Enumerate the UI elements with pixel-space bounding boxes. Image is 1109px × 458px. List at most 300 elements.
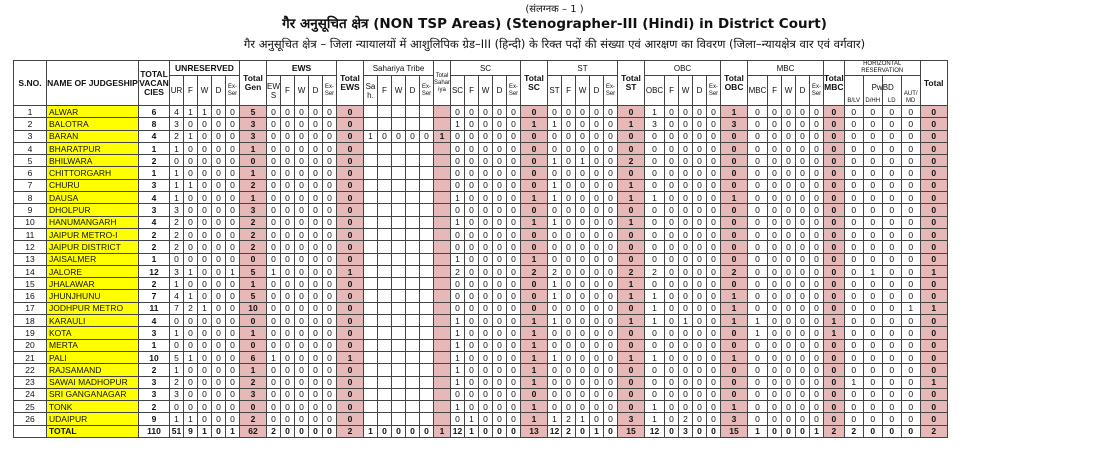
pwbd-cell: 0	[863, 302, 882, 314]
mbc-cell: 0	[768, 228, 782, 240]
total-mbc-cell: 0	[824, 142, 845, 154]
pwbd-cell: 0	[882, 278, 901, 290]
obc-cell: 0	[665, 228, 679, 240]
table-row	[14, 413, 948, 425]
total-mbc-cell: 1	[824, 315, 845, 327]
st-cell: 0	[590, 253, 604, 265]
ews-cell: 0	[309, 364, 323, 376]
total-ews-cell: 0	[337, 339, 364, 351]
st-cell: 0	[562, 376, 576, 388]
group-horizontal: HORIZONTAL RESERVATION	[844, 61, 920, 76]
total-sc-cell: 0	[521, 167, 548, 179]
mbc-cell: 0	[748, 241, 768, 253]
sub-obc-0: OBC	[645, 76, 665, 106]
total-row	[14, 425, 948, 437]
sc-cell: 0	[507, 253, 521, 265]
sc-cell: 0	[507, 388, 521, 400]
total-obc-cell: 0	[721, 167, 748, 179]
sc-cell: 0	[507, 290, 521, 302]
ews-cell: 0	[323, 278, 337, 290]
pwbd-cell: 1	[844, 376, 863, 388]
sc-cell: 0	[479, 216, 493, 228]
pwbd-cell: 0	[844, 167, 863, 179]
total-ews-cell: 0	[337, 315, 364, 327]
ews-cell: 0	[309, 118, 323, 130]
ews-cell: 0	[295, 376, 309, 388]
ur-cell: 0	[212, 401, 226, 413]
ur-cell: 0	[226, 241, 240, 253]
mbc-cell: 0	[810, 278, 824, 290]
sc-cell: 0	[465, 155, 479, 167]
vacancies-cell: 4	[139, 216, 170, 228]
ews-cell: 0	[267, 192, 281, 204]
st-cell: 1	[548, 290, 562, 302]
st-cell: 0	[590, 118, 604, 130]
ews-cell: 0	[295, 155, 309, 167]
total-obc-cell: 0	[721, 339, 748, 351]
judgeship-name: SRI GANGANAGAR	[47, 388, 139, 400]
sno-cell: 25	[14, 401, 47, 413]
mbc-cell: 0	[748, 376, 768, 388]
sah-cell	[420, 192, 434, 204]
table-row	[14, 302, 948, 314]
sah-cell	[420, 388, 434, 400]
sah-cell	[392, 216, 406, 228]
table-row	[14, 130, 948, 142]
st-cell: 0	[590, 302, 604, 314]
ur-cell: 1	[170, 192, 184, 204]
ews-cell: 0	[295, 315, 309, 327]
st-cell: 1	[548, 351, 562, 363]
judgeship-name: CHITTORGARH	[47, 167, 139, 179]
total-sc-cell: 1	[521, 364, 548, 376]
total-st-cell: 0	[618, 241, 645, 253]
obc-cell: 0	[645, 376, 665, 388]
obc-cell: 1	[645, 413, 665, 425]
table-row	[14, 228, 948, 240]
st-cell: 0	[604, 315, 618, 327]
sno-cell: 22	[14, 364, 47, 376]
mbc-cell: 0	[796, 290, 810, 302]
st-cell: 0	[590, 130, 604, 142]
sno-cell: 2	[14, 118, 47, 130]
sah-cell	[406, 290, 420, 302]
obc-cell: 0	[679, 302, 693, 314]
sub-sc-1: F	[465, 76, 479, 106]
vacancies-cell: 3	[139, 376, 170, 388]
sah-cell	[392, 376, 406, 388]
ur-cell: 0	[212, 388, 226, 400]
sno-cell: 10	[14, 216, 47, 228]
sc-cell: 0	[507, 155, 521, 167]
total-st-cell: 0	[618, 327, 645, 339]
ews-cell: 0	[323, 241, 337, 253]
sc-cell: 0	[465, 339, 479, 351]
total-sahariya-cell	[434, 376, 451, 388]
total-obc-cell: 0	[721, 179, 748, 191]
obc-cell: 0	[679, 118, 693, 130]
total-ews-cell: 1	[337, 351, 364, 363]
sc-cell: 0	[465, 376, 479, 388]
st-cell: 0	[576, 339, 590, 351]
ur-cell: 0	[212, 278, 226, 290]
sah-cell: 0	[420, 425, 434, 437]
total-sahariya-cell	[434, 118, 451, 130]
pwbd-cell: 0	[901, 278, 920, 290]
total-obc-cell: 1	[721, 192, 748, 204]
total-sc-cell: 1	[521, 327, 548, 339]
pwbd-cell: 0	[863, 142, 882, 154]
st-cell: 0	[548, 142, 562, 154]
obc-cell: 0	[665, 179, 679, 191]
ews-cell: 0	[267, 241, 281, 253]
total-ews-cell: 0	[337, 167, 364, 179]
mbc-cell: 0	[782, 106, 796, 118]
st-cell: 0	[562, 118, 576, 130]
st-cell: 0	[576, 376, 590, 388]
total-st-cell: 0	[618, 106, 645, 118]
ews-cell: 0	[309, 253, 323, 265]
grand-total-cell: 0	[920, 290, 947, 302]
obc-cell: 0	[665, 155, 679, 167]
ews-cell: 0	[295, 228, 309, 240]
obc-cell: 0	[707, 290, 721, 302]
total-gen-cell: 0	[240, 315, 267, 327]
mbc-cell: 0	[748, 401, 768, 413]
ews-cell: 0	[281, 167, 295, 179]
obc-cell: 0	[679, 265, 693, 277]
sah-cell	[378, 228, 392, 240]
sc-cell: 0	[479, 315, 493, 327]
sc-cell: 0	[479, 241, 493, 253]
obc-cell: 0	[665, 216, 679, 228]
ews-cell: 0	[309, 290, 323, 302]
judgeship-name: TOTAL	[47, 425, 139, 437]
sah-cell	[406, 253, 420, 265]
total-sc-cell: 0	[521, 302, 548, 314]
st-cell: 0	[590, 228, 604, 240]
sc-cell: 1	[451, 376, 465, 388]
total-gen-cell: 2	[240, 376, 267, 388]
sub-ur-1: F	[184, 76, 198, 106]
pwbd-cell: 0	[844, 339, 863, 351]
sc-cell: 1	[451, 315, 465, 327]
grand-total-cell: 0	[920, 351, 947, 363]
pwbd-cell: 0	[844, 216, 863, 228]
sc-cell: 0	[493, 364, 507, 376]
mbc-cell: 0	[768, 142, 782, 154]
ews-cell: 0	[295, 425, 309, 437]
total-sc-cell: 0	[521, 130, 548, 142]
sc-cell: 0	[507, 413, 521, 425]
ur-cell: 0	[198, 155, 212, 167]
sah-cell	[392, 204, 406, 216]
sc-cell: 0	[493, 130, 507, 142]
sah-cell	[392, 351, 406, 363]
sno-cell: 3	[14, 130, 47, 142]
mbc-cell: 0	[748, 167, 768, 179]
ews-cell: 0	[309, 265, 323, 277]
obc-cell: 0	[679, 339, 693, 351]
sah-cell	[420, 401, 434, 413]
sah-cell	[420, 290, 434, 302]
ur-cell: 0	[198, 118, 212, 130]
ews-cell: 0	[309, 216, 323, 228]
pwbd-cell: 0	[882, 401, 901, 413]
sc-cell: 1	[451, 351, 465, 363]
sc-cell: 0	[465, 204, 479, 216]
st-cell: 0	[576, 106, 590, 118]
pwbd-cell: 0	[844, 106, 863, 118]
vacancies-cell: 2	[139, 155, 170, 167]
total-gen-cell: 0	[240, 339, 267, 351]
grand-total-cell: 0	[920, 241, 947, 253]
sc-cell: 0	[507, 204, 521, 216]
total-st-cell: 1	[618, 192, 645, 204]
st-cell: 0	[562, 192, 576, 204]
sno-cell: 1	[14, 106, 47, 118]
ews-cell: 0	[323, 413, 337, 425]
total-sahariya-cell	[434, 302, 451, 314]
st-cell: 0	[604, 142, 618, 154]
st-cell: 0	[576, 302, 590, 314]
sub-obc-3: D	[693, 76, 707, 106]
obc-cell: 0	[645, 241, 665, 253]
vacancies-cell: 2	[139, 401, 170, 413]
mbc-cell: 0	[768, 315, 782, 327]
sub-mbc-4: Ex-Ser	[810, 76, 824, 106]
total-gen-cell: 2	[240, 241, 267, 253]
sub-obc-4: Ex-Ser	[707, 76, 721, 106]
ews-cell: 0	[309, 130, 323, 142]
sno-cell: 12	[14, 241, 47, 253]
ews-cell: 0	[295, 364, 309, 376]
pwbd-cell: 0	[844, 142, 863, 154]
st-cell: 1	[590, 425, 604, 437]
table-row	[14, 106, 948, 118]
ews-cell: 0	[267, 315, 281, 327]
total-gen-cell: 62	[240, 425, 267, 437]
ur-cell: 1	[198, 425, 212, 437]
total-sc-cell: 0	[521, 388, 548, 400]
judgeship-name: JODHPUR METRO	[47, 302, 139, 314]
table-row	[14, 192, 948, 204]
total-mbc-cell: 0	[824, 167, 845, 179]
ews-cell: 0	[267, 228, 281, 240]
sc-cell: 0	[507, 118, 521, 130]
vacancies-cell: 8	[139, 118, 170, 130]
mbc-cell: 0	[796, 425, 810, 437]
st-cell: 1	[548, 278, 562, 290]
grand-total-cell: 2	[920, 425, 947, 437]
mbc-cell: 0	[782, 179, 796, 191]
obc-cell: 0	[693, 130, 707, 142]
st-cell: 0	[548, 130, 562, 142]
mbc-cell: 0	[810, 265, 824, 277]
total-sc-cell: 1	[521, 351, 548, 363]
total-ews-cell: 0	[337, 364, 364, 376]
sah-cell	[364, 302, 378, 314]
mbc-cell: 0	[810, 106, 824, 118]
sah-cell	[378, 339, 392, 351]
obc-cell: 0	[707, 142, 721, 154]
ews-cell: 2	[267, 425, 281, 437]
obc-cell: 0	[693, 425, 707, 437]
sah-cell	[420, 142, 434, 154]
ur-cell: 0	[226, 179, 240, 191]
sc-cell: 0	[451, 179, 465, 191]
obc-cell: 0	[645, 167, 665, 179]
obc-cell: 0	[707, 351, 721, 363]
obc-cell: 0	[679, 179, 693, 191]
table-row	[14, 376, 948, 388]
st-cell: 0	[604, 192, 618, 204]
sah-cell	[378, 167, 392, 179]
sno-cell: 20	[14, 339, 47, 351]
mbc-cell: 0	[768, 351, 782, 363]
obc-cell: 0	[645, 253, 665, 265]
st-cell: 0	[562, 327, 576, 339]
sc-cell: 0	[465, 216, 479, 228]
sub-sc-4: Ex-Ser	[507, 76, 521, 106]
obc-cell: 0	[693, 106, 707, 118]
judgeship-name: UDAIPUR	[47, 413, 139, 425]
ews-cell: 0	[295, 106, 309, 118]
pwbd-cell: 0	[863, 413, 882, 425]
mbc-cell: 0	[810, 364, 824, 376]
obc-cell: 0	[679, 216, 693, 228]
vacancies-cell: 1	[139, 253, 170, 265]
sc-cell: 0	[451, 290, 465, 302]
ur-cell: 0	[198, 142, 212, 154]
pwbd-cell: 0	[901, 130, 920, 142]
st-cell: 0	[604, 106, 618, 118]
total-st-cell: 1	[618, 179, 645, 191]
sub-sc-3: D	[493, 76, 507, 106]
total-obc-cell: 3	[721, 118, 748, 130]
total-sc-cell: 1	[521, 339, 548, 351]
ews-cell: 0	[267, 401, 281, 413]
mbc-cell: 0	[782, 351, 796, 363]
st-cell: 12	[548, 425, 562, 437]
ews-cell: 0	[295, 388, 309, 400]
ur-cell: 2	[170, 130, 184, 142]
sah-cell	[378, 155, 392, 167]
sc-cell: 0	[479, 425, 493, 437]
ews-cell: 0	[323, 401, 337, 413]
st-cell: 2	[562, 413, 576, 425]
sc-cell: 0	[493, 351, 507, 363]
pwbd-cell: 2	[844, 425, 863, 437]
ews-cell: 0	[281, 315, 295, 327]
st-cell: 0	[590, 179, 604, 191]
grand-total-cell: 1	[920, 265, 947, 277]
sc-cell: 1	[465, 413, 479, 425]
total-st-cell: 0	[618, 167, 645, 179]
sah-cell	[420, 253, 434, 265]
total-sc-cell: 13	[521, 425, 548, 437]
total-mbc-cell: 0	[824, 278, 845, 290]
sub-sah-2: W	[392, 76, 406, 106]
sah-cell	[406, 241, 420, 253]
sah-cell	[420, 167, 434, 179]
pwbd-cell: 0	[901, 106, 920, 118]
ur-cell: 0	[184, 253, 198, 265]
st-cell: 0	[576, 179, 590, 191]
vacancies-cell: 4	[139, 192, 170, 204]
st-cell: 0	[548, 401, 562, 413]
st-cell: 0	[590, 401, 604, 413]
obc-cell: 0	[645, 130, 665, 142]
pwbd-cell: 0	[882, 302, 901, 314]
mbc-cell: 1	[748, 425, 768, 437]
obc-cell: 0	[693, 290, 707, 302]
table-row	[14, 253, 948, 265]
col-total-sc: Total SC	[521, 61, 548, 106]
ur-cell: 1	[170, 364, 184, 376]
pwbd-cell: 0	[844, 290, 863, 302]
sub-ews-0: EW S	[267, 76, 281, 106]
sc-cell: 0	[479, 413, 493, 425]
st-cell: 0	[548, 364, 562, 376]
judgeship-name: BARAN	[47, 130, 139, 142]
sc-cell: 0	[493, 192, 507, 204]
ews-cell: 0	[309, 228, 323, 240]
group-mbc: MBC	[748, 61, 824, 76]
total-ews-cell: 0	[337, 401, 364, 413]
st-cell: 0	[548, 106, 562, 118]
vacancy-table	[13, 60, 948, 438]
sah-cell: 0	[420, 130, 434, 142]
total-mbc-cell: 0	[824, 179, 845, 191]
obc-cell: 0	[707, 327, 721, 339]
total-obc-cell: 2	[721, 265, 748, 277]
sah-cell	[364, 228, 378, 240]
obc-cell: 0	[707, 241, 721, 253]
st-cell: 0	[562, 179, 576, 191]
pwbd-cell: 0	[882, 253, 901, 265]
total-sahariya-cell: 1	[434, 425, 451, 437]
total-obc-cell: 0	[721, 155, 748, 167]
st-cell: 2	[562, 425, 576, 437]
pwbd-cell: 0	[844, 228, 863, 240]
page-subtitle: गैर अनुसूचित क्षेत्र – जिला न्यायालयों में आशुलिपिक ग्रेड–III (हिन्दी) के रिक्त पदों की संख्या एवं आरक्षण का विवरण (जिला–न्यायक्षेत्र वार एवं वर्गवार)	[243, 37, 866, 51]
ur-cell: 0	[198, 278, 212, 290]
total-mbc-cell: 0	[824, 364, 845, 376]
sno-cell: 24	[14, 388, 47, 400]
st-cell: 0	[590, 413, 604, 425]
ur-cell: 0	[184, 118, 198, 130]
total-sc-cell: 1	[521, 315, 548, 327]
pwbd-cell: 0	[863, 290, 882, 302]
sah-cell	[364, 364, 378, 376]
ur-cell: 1	[198, 302, 212, 314]
sah-cell	[406, 118, 420, 130]
obc-cell: 0	[707, 204, 721, 216]
st-cell: 0	[548, 302, 562, 314]
sub-ur-2: W	[198, 76, 212, 106]
mbc-cell: 0	[768, 327, 782, 339]
ews-cell: 0	[309, 204, 323, 216]
ews-cell: 0	[309, 327, 323, 339]
st-cell: 0	[548, 241, 562, 253]
sah-cell	[392, 302, 406, 314]
sub-st-3: D	[590, 76, 604, 106]
pwbd-cell: 0	[901, 401, 920, 413]
sah-cell	[392, 106, 406, 118]
sah-cell: 0	[378, 130, 392, 142]
total-ews-cell: 0	[337, 241, 364, 253]
